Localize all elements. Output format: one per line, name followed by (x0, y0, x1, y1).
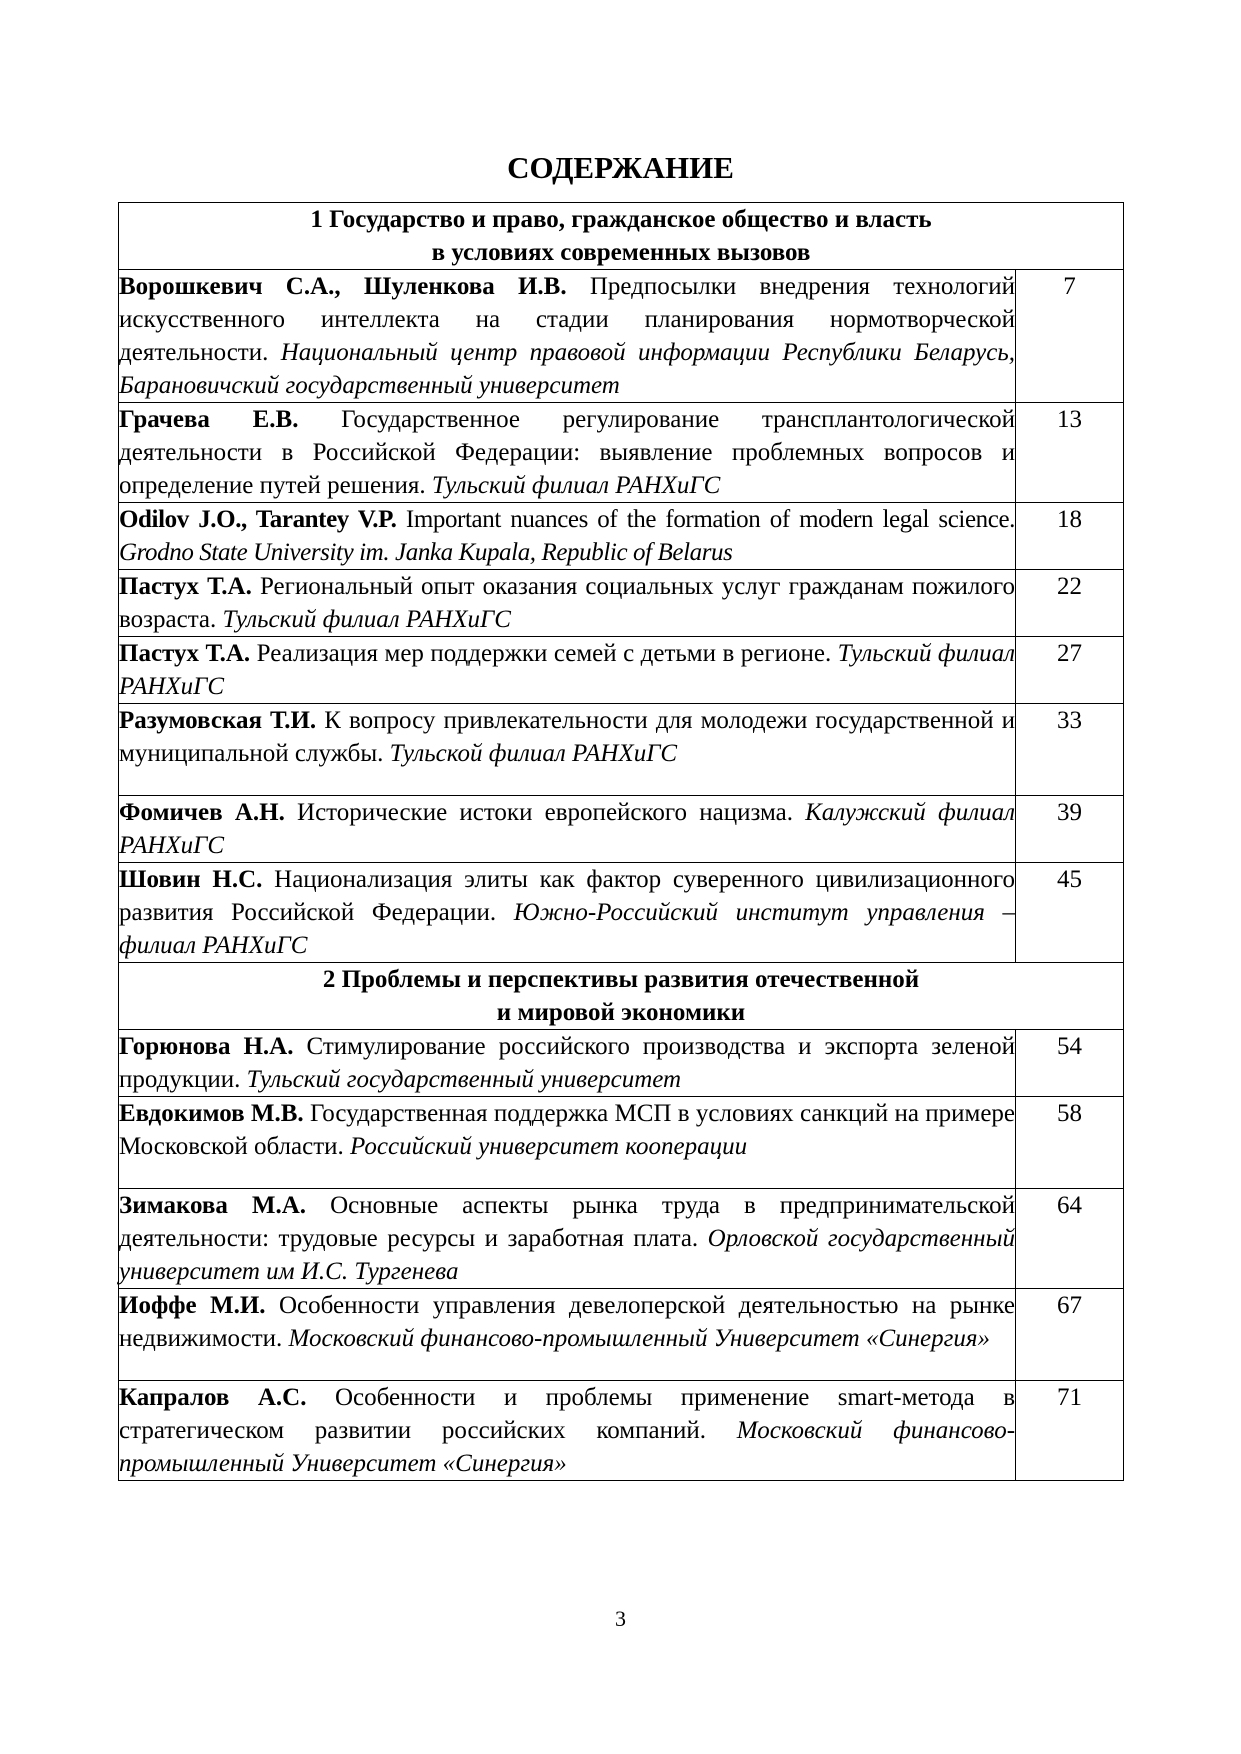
entry-text (119, 570, 1016, 637)
entry-organization: Российский университет кооперации (350, 1133, 748, 1160)
entry-authors: Грачева Е.В. (119, 406, 299, 433)
entry-text (119, 503, 1016, 570)
contents-table (118, 202, 1124, 1481)
entry-authors: Евдокимов М.В. (119, 1100, 304, 1127)
entry-authors: Пастух Т.А. (119, 640, 251, 667)
toc-entry (119, 1189, 1124, 1289)
toc-entry (119, 1097, 1124, 1189)
entry-page-number: 27 (1016, 637, 1124, 704)
page-title: СОДЕРЖАНИЕ (507, 150, 734, 185)
page-number: 3 (615, 1606, 626, 1631)
entry-organization: Тульский филиал РАНХиГС (222, 606, 511, 633)
entry-authors: Капралов А.С. (119, 1384, 307, 1411)
entry-organization: Тульский государственный университет (246, 1066, 682, 1093)
entry-title: Important nuances of the formation of modern legal science. (405, 506, 1015, 533)
entry-page-number: 45 (1016, 863, 1124, 963)
toc-entry (119, 1381, 1124, 1481)
toc-entry (119, 570, 1124, 637)
entry-text (119, 796, 1016, 863)
toc-entry (119, 270, 1124, 403)
entry-organization: Тульской филиал РАНХиГС (389, 740, 678, 767)
entry-title: Региональный опыт оказания социальных услуг гражданам пожилого возраста. (119, 573, 1015, 633)
entry-authors: Ворошкевич С.А., Шуленкова И.В. (119, 273, 567, 300)
entry-authors: Фомичев А.Н. (119, 799, 285, 826)
toc-entry (119, 503, 1124, 570)
entry-text (119, 403, 1016, 503)
toc-entry (119, 637, 1124, 704)
entry-page-number: 7 (1016, 270, 1124, 403)
entry-organization: Тульский филиал РАНХиГС (119, 640, 1015, 700)
toc-entry (119, 403, 1124, 503)
entry-authors: Odilov J.O., Tarantey V.P. (119, 506, 397, 533)
entry-title: Стимулирование российского производства и экспорта зеленой продукции. (119, 1033, 1016, 1093)
section-header-row (119, 203, 1124, 270)
section-heading (119, 963, 1124, 1030)
entry-organization: Тульский филиал РАНХиГС (431, 472, 721, 499)
entry-page-number: 22 (1016, 570, 1124, 637)
toc-entry (119, 796, 1124, 863)
entry-page-number: 39 (1016, 796, 1124, 863)
section-heading-line: и мировой экономики (496, 999, 746, 1026)
entry-title: Особенности управления девелоперской деятельностью на рынке недвижимости. (119, 1292, 1016, 1352)
entry-page-number: 54 (1016, 1030, 1124, 1097)
entry-organization: Московский финансово-промышленный Университет «Синергия» (288, 1325, 991, 1352)
entry-title: Основные аспекты рынка труда в предпринимательской деятельности: трудовые ресурсы и заработная плата. (119, 1192, 1016, 1252)
section-heading-line: в условиях современных вызовов (431, 239, 811, 266)
entry-authors: Пастух Т.А. (119, 573, 252, 600)
toc-entry (119, 863, 1124, 963)
entry-title: Предпосылки внедрения технологий искусственного интеллекта на стадии планирования нормотворческой деятельности. (119, 273, 1016, 366)
entry-page-number: 33 (1016, 704, 1124, 796)
entry-page-number: 13 (1016, 403, 1124, 503)
entry-title: Особенности и проблемы применение smart-метода в стратегическом развитии российских компаний. (119, 1384, 1016, 1444)
entry-text (119, 1381, 1016, 1481)
entry-page-number: 18 (1016, 503, 1124, 570)
entry-authors: Шовин Н.С. (119, 866, 263, 893)
entry-title: К вопросу привлекательности для молодежи государственной и муниципальной службы. (119, 707, 1016, 767)
entry-authors: Горюнова Н.А. (119, 1033, 294, 1060)
entry-text (119, 1097, 1016, 1189)
entry-organization: Национальный центр правовой информации Республики Беларусь, Барановичский государственный университет (119, 339, 1016, 399)
entry-organization: Калужский филиал РАНХиГС (119, 799, 1015, 859)
entry-organization: Орловской государственный университет им И.С. Тургенева (119, 1225, 1015, 1285)
entry-title: Национализация элиты как фактор суверенного цивилизационного развития Российской Федерации. (119, 866, 1016, 926)
entry-page-number: 64 (1016, 1189, 1124, 1289)
entry-authors: Иоффе М.И. (119, 1292, 266, 1319)
entry-text (119, 863, 1016, 963)
entry-title: Реализация мер поддержки семей с детьми в регионе. (256, 640, 832, 667)
entry-page-number: 71 (1016, 1381, 1124, 1481)
entry-text (119, 1030, 1016, 1097)
entry-title: Государственное регулирование трансплантологической деятельности в Российской Федерации: выявление проблемных вопросов и определение путей решения. (119, 406, 1016, 499)
entry-text (119, 637, 1016, 704)
entry-authors: Зимакова М.А. (119, 1192, 307, 1219)
entry-title: Государственная поддержка МСП в условиях санкций на примере Московской области. (119, 1100, 1016, 1160)
toc-entry (119, 704, 1124, 796)
entry-organization: Московский финансово-промышленный Университет «Синергия» (119, 1417, 1016, 1477)
entry-organization: Южно-Российский институт управления – филиал РАНХиГС (119, 899, 1015, 959)
section-heading-line: 2 Проблемы и перспективы развития отечественной (322, 966, 920, 993)
section-header-row (119, 963, 1124, 1030)
entry-text (119, 704, 1016, 796)
section-heading-line: 1 Государство и право, гражданское общество и власть (310, 206, 932, 233)
entry-page-number: 67 (1016, 1289, 1124, 1381)
entry-text (119, 270, 1016, 403)
entry-text (119, 1289, 1016, 1381)
entry-page-number: 58 (1016, 1097, 1124, 1189)
entry-title: Исторические истоки европейского нацизма. (297, 799, 793, 826)
entry-text (119, 1189, 1016, 1289)
section-heading (119, 203, 1124, 270)
entry-organization: Grodno State University im. Janka Kupala, Republic of Belarus (119, 539, 733, 566)
toc-entry (119, 1289, 1124, 1381)
toc-entry (119, 1030, 1124, 1097)
entry-authors: Разумовская Т.И. (119, 707, 317, 734)
